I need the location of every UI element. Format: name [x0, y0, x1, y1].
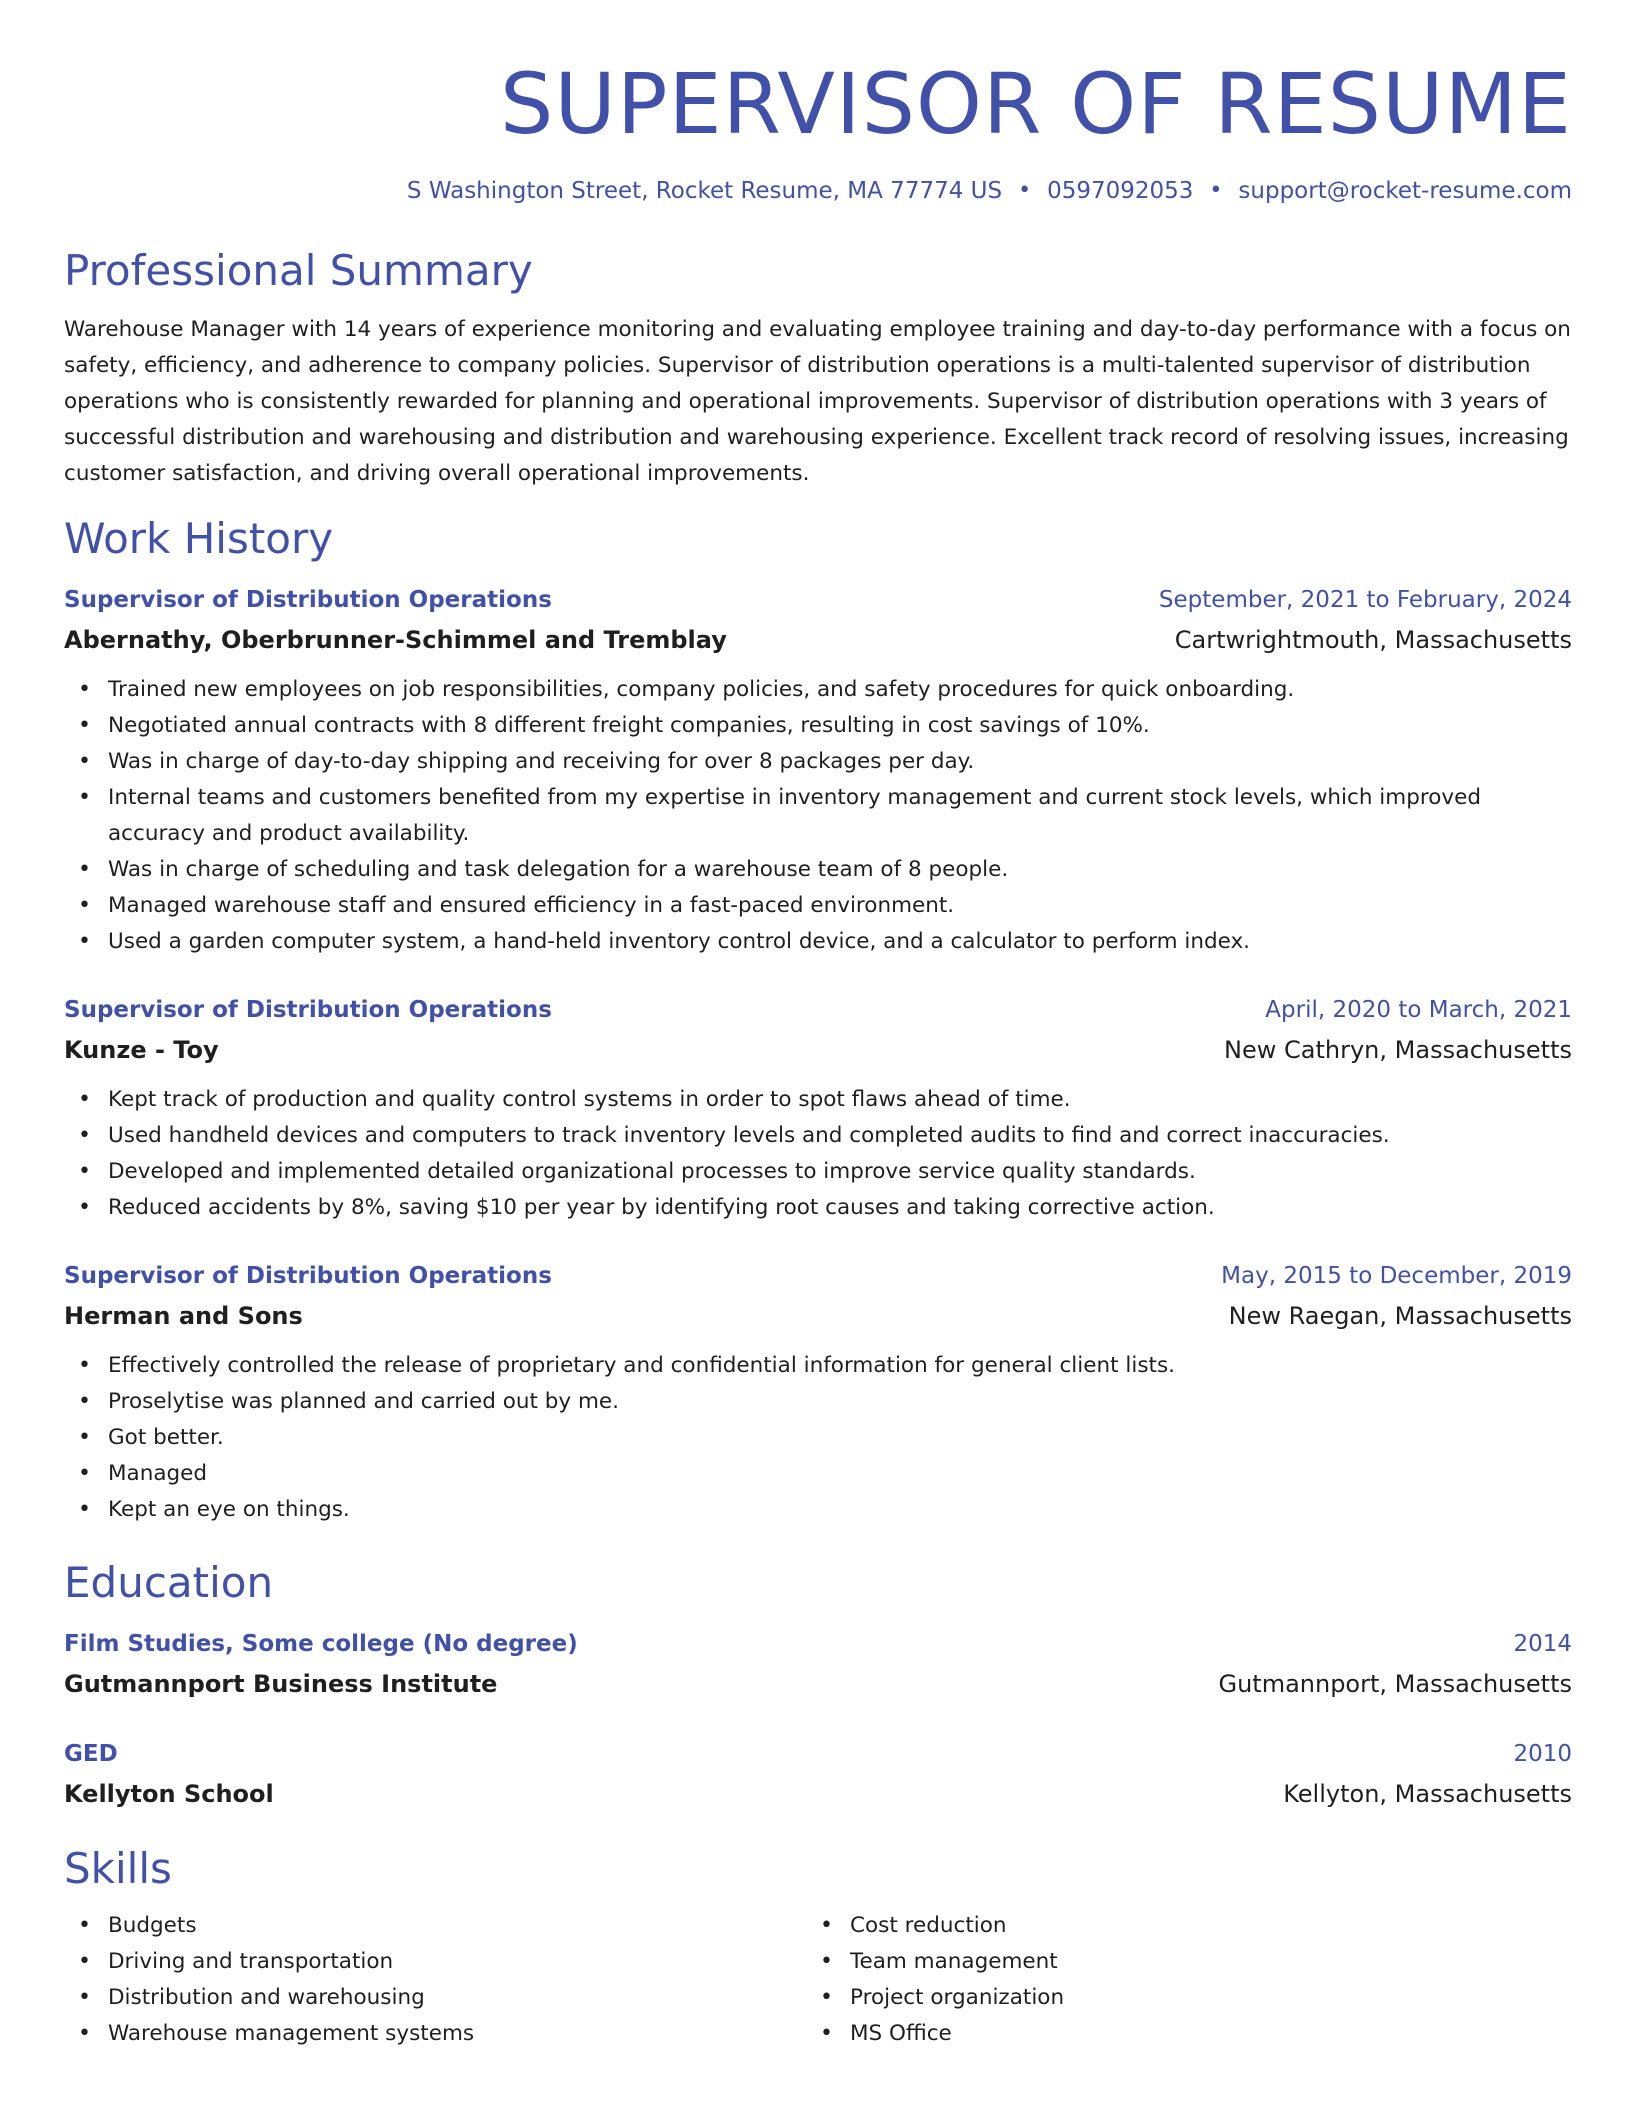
job-dates: September, 2021 to February, 2024	[1158, 587, 1572, 613]
bullet-icon: •	[78, 1425, 91, 1450]
skills-list-right	[806, 1908, 1548, 2052]
job-role: Supervisor of Distribution Operations	[64, 587, 552, 613]
list-item	[64, 1384, 1572, 1420]
job-role: Supervisor of Distribution Operations	[64, 1263, 552, 1289]
job-header-row	[64, 1256, 1572, 1296]
contact-phone: 0597092053	[1047, 178, 1194, 204]
contact-line	[64, 174, 1572, 208]
work-entry	[64, 580, 1572, 960]
contact-separator: •	[1209, 178, 1223, 203]
work-entry	[64, 990, 1572, 1226]
education-degree: GED	[64, 1741, 118, 1767]
education-header-row	[64, 1624, 1572, 1664]
bullet-icon: •	[78, 1985, 91, 2010]
skill-item	[64, 1980, 806, 2016]
list-item	[64, 1420, 1572, 1456]
bullet-icon: •	[78, 1913, 91, 1938]
list-item	[64, 780, 1572, 852]
job-role: Supervisor of Distribution Operations	[64, 997, 552, 1023]
education-location: Gutmannport, Massachusetts	[1218, 1670, 1572, 1698]
education-header-row	[64, 1734, 1572, 1774]
education-degree: Film Studies, Some college (No degree)	[64, 1631, 578, 1657]
bullet-text: Kept an eye on things.	[108, 1497, 350, 1522]
skill-text: Driving and transportation	[108, 1949, 394, 1974]
skill-item	[64, 2016, 806, 2052]
skill-item	[806, 2016, 1548, 2052]
education-location: Kellyton, Massachusetts	[1283, 1780, 1572, 1808]
bullet-text: Was in charge of scheduling and task delegation for a warehouse team of 8 people.	[108, 857, 1009, 882]
bullet-text: Managed	[108, 1461, 208, 1486]
skill-item	[64, 1908, 806, 1944]
section-title-summary: Professional Summary	[64, 246, 533, 295]
job-location: Cartwrightmouth, Massachusetts	[1174, 626, 1572, 654]
bullet-text: Proselytise was planned and carried out by me.	[108, 1389, 619, 1414]
job-location: New Raegan, Massachusetts	[1228, 1302, 1572, 1330]
skill-text: Distribution and warehousing	[108, 1985, 425, 2010]
job-company: Abernathy, Oberbrunner-Schimmel and Tremblay	[64, 626, 727, 654]
bullet-text: Got better.	[108, 1425, 224, 1450]
section-title-work-history: Work History	[64, 514, 334, 563]
list-item	[64, 1456, 1572, 1492]
bullet-text: Used a garden computer system, a hand-held inventory control device, and a calculator to perform index.	[108, 929, 1251, 954]
bullet-text: Was in charge of day-to-day shipping and receiving for over 8 packages per day.	[108, 749, 975, 774]
job-header-row	[64, 990, 1572, 1030]
education-school-row	[64, 1774, 1572, 1814]
bullet-icon: •	[78, 677, 91, 702]
skills-columns	[64, 1908, 1572, 2052]
list-item	[64, 852, 1572, 888]
bullet-icon: •	[78, 1389, 91, 1414]
bullet-text: Trained new employees on job responsibilities, company policies, and safety procedures for quick onboarding.	[108, 677, 1295, 702]
skill-text: Budgets	[108, 1913, 197, 1938]
job-dates: April, 2020 to March, 2021	[1265, 997, 1572, 1023]
list-item	[64, 1082, 1572, 1118]
bullet-icon: •	[78, 2021, 91, 2046]
bullet-icon: •	[820, 1913, 833, 1938]
list-item	[64, 1118, 1572, 1154]
list-item	[64, 1492, 1572, 1528]
skill-item	[806, 1908, 1548, 1944]
bullet-icon: •	[820, 1985, 833, 2010]
education-year: 2014	[1513, 1631, 1572, 1657]
education-year: 2010	[1513, 1741, 1572, 1767]
bullet-icon: •	[78, 857, 91, 882]
section-title-skills: Skills	[64, 1844, 172, 1893]
list-item	[64, 1190, 1572, 1226]
bullet-icon: •	[78, 1461, 91, 1486]
skills-list-left	[64, 1908, 806, 2052]
bullet-icon: •	[78, 1949, 91, 1974]
education-entry	[64, 1734, 1572, 1814]
education-school: Kellyton School	[64, 1780, 274, 1808]
education-entry	[64, 1624, 1572, 1704]
skill-text: Warehouse management systems	[108, 2021, 475, 2046]
job-bullet-list	[64, 1348, 1572, 1528]
bullet-text: Negotiated annual contracts with 8 different freight companies, resulting in cost savings of 10%.	[108, 713, 1150, 738]
job-location: New Cathryn, Massachusetts	[1224, 1036, 1572, 1064]
bullet-text: Effectively controlled the release of proprietary and confidential information for general client lists.	[108, 1353, 1175, 1378]
bullet-icon: •	[78, 1497, 91, 1522]
contact-separator: •	[1018, 178, 1032, 203]
work-entry	[64, 1256, 1572, 1528]
list-item	[64, 1154, 1572, 1190]
job-bullet-list	[64, 672, 1572, 960]
skill-text: Team management	[850, 1949, 1058, 1974]
bullet-icon: •	[78, 785, 91, 810]
bullet-icon: •	[78, 1195, 91, 1220]
bullet-icon: •	[78, 1087, 91, 1112]
bullet-text: Internal teams and customers benefited from my expertise in inventory management and current stock levels, which improved accuracy and product availability.	[108, 785, 1481, 846]
skill-item	[806, 1944, 1548, 1980]
list-item	[64, 672, 1572, 708]
education-school-row	[64, 1664, 1572, 1704]
list-item	[64, 888, 1572, 924]
contact-email[interactable]: support@rocket-resume.com	[1238, 178, 1572, 204]
bullet-icon: •	[78, 1123, 91, 1148]
job-company-row	[64, 1296, 1572, 1336]
bullet-text: Reduced accidents by 8%, saving $10 per year by identifying root causes and taking corrective action.	[108, 1195, 1215, 1220]
bullet-text: Used handheld devices and computers to track inventory levels and completed audits to find and correct inaccuracies.	[108, 1123, 1390, 1148]
skill-item	[64, 1944, 806, 1980]
contact-address: S Washington Street, Rocket Resume, MA 77774 US	[406, 178, 1003, 204]
education-school: Gutmannport Business Institute	[64, 1670, 498, 1698]
bullet-text: Kept track of production and quality control systems in order to spot flaws ahead of time.	[108, 1087, 1071, 1112]
resume-name: SUPERVISOR OF RESUME	[500, 55, 1572, 153]
bullet-icon: •	[78, 713, 91, 738]
bullet-icon: •	[78, 929, 91, 954]
bullet-icon: •	[78, 749, 91, 774]
job-company: Kunze - Toy	[64, 1036, 219, 1064]
bullet-text: Managed warehouse staff and ensured efficiency in a fast-paced environment.	[108, 893, 955, 918]
bullet-text: Developed and implemented detailed organizational processes to improve service quality standards.	[108, 1159, 1196, 1184]
list-item	[64, 1348, 1572, 1384]
resume-page	[64, 0, 1572, 2052]
skill-text: Cost reduction	[850, 1913, 1007, 1938]
skill-text: MS Office	[850, 2021, 952, 2046]
job-company-row	[64, 620, 1572, 660]
section-title-education: Education	[64, 1558, 274, 1607]
skill-text: Project organization	[850, 1985, 1065, 2010]
bullet-icon: •	[820, 1949, 833, 1974]
list-item	[64, 744, 1572, 780]
list-item	[64, 708, 1572, 744]
job-company-row	[64, 1030, 1572, 1070]
job-company: Herman and Sons	[64, 1302, 303, 1330]
bullet-icon: •	[78, 893, 91, 918]
job-header-row	[64, 580, 1572, 620]
bullet-icon: •	[78, 1353, 91, 1378]
bullet-icon: •	[78, 1159, 91, 1184]
bullet-icon: •	[820, 2021, 833, 2046]
job-dates: May, 2015 to December, 2019	[1221, 1263, 1572, 1289]
summary-text: Warehouse Manager with 14 years of experience monitoring and evaluating employee training and day-to-day performance with a focus on safety, efficiency, and adherence to company policies. Supervisor of distribution operations is a multi-talented supervisor of distribution operations who is consistently rewarded for planning and operational improvements. Supervisor of distribution operations with 3 years of successful distribution and warehousing and distribution and warehousing experience. Excellent track record of resolving issues, increasing customer satisfaction, and driving overall operational improvements.	[64, 317, 1571, 486]
job-bullet-list	[64, 1082, 1572, 1226]
list-item	[64, 924, 1572, 960]
skill-item	[806, 1980, 1548, 2016]
